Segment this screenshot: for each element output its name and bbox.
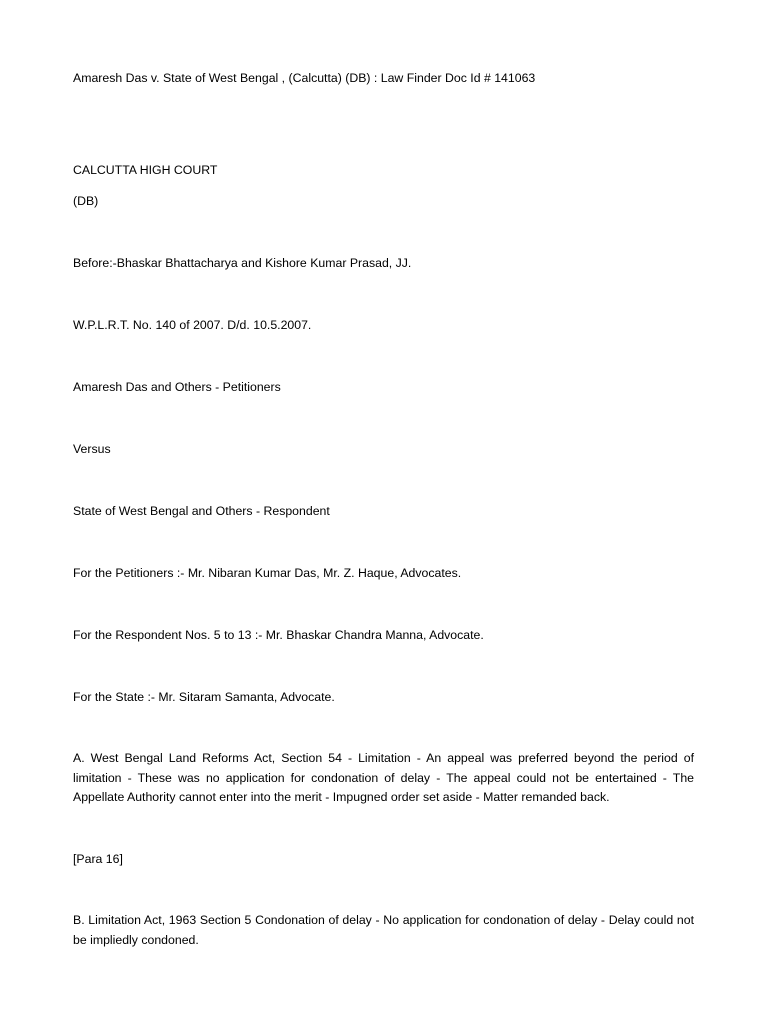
headnote-a: A. West Bengal Land Reforms Act, Section 54 - Limitation - An appeal was preferred beyond the period of limitation - These was no application for condonation of delay - The appeal could not be entertained - The Appellate Authority cannot enter into the merit - Impugned order set aside - Matter remanded back.	[73, 751, 694, 804]
case-number: W.P.L.R.T. No. 140 of 2007. D/d. 10.5.2007.	[73, 318, 312, 332]
counsel-respondents: For the Respondent Nos. 5 to 13 :- Mr. Bhaskar Chandra Manna, Advocate.	[73, 628, 484, 642]
respondents: State of West Bengal and Others - Respondent	[73, 504, 330, 518]
court-name: CALCUTTA HIGH COURT	[73, 163, 218, 177]
counsel-state: For the State :- Mr. Sitaram Samanta, Advocate.	[73, 690, 335, 704]
bench-judges: Before:-Bhaskar Bhattacharya and Kishore Kumar Prasad, JJ.	[73, 256, 412, 270]
versus: Versus	[73, 442, 111, 456]
counsel-petitioners: For the Petitioners :- Mr. Nibaran Kumar Das, Mr. Z. Haque, Advocates.	[73, 566, 462, 580]
petitioners: Amaresh Das and Others - Petitioners	[73, 380, 281, 394]
para-reference: [Para 16]	[73, 852, 123, 866]
document-header: Amaresh Das v. State of West Bengal , (Calcutta) (DB) : Law Finder Doc Id # 141063	[73, 71, 536, 85]
bench-type: (DB)	[73, 194, 99, 208]
headnote-b: B. Limitation Act, 1963 Section 5 Condonation of delay - No application for condonation of delay - Delay could not be impliedly condoned.	[73, 913, 694, 947]
